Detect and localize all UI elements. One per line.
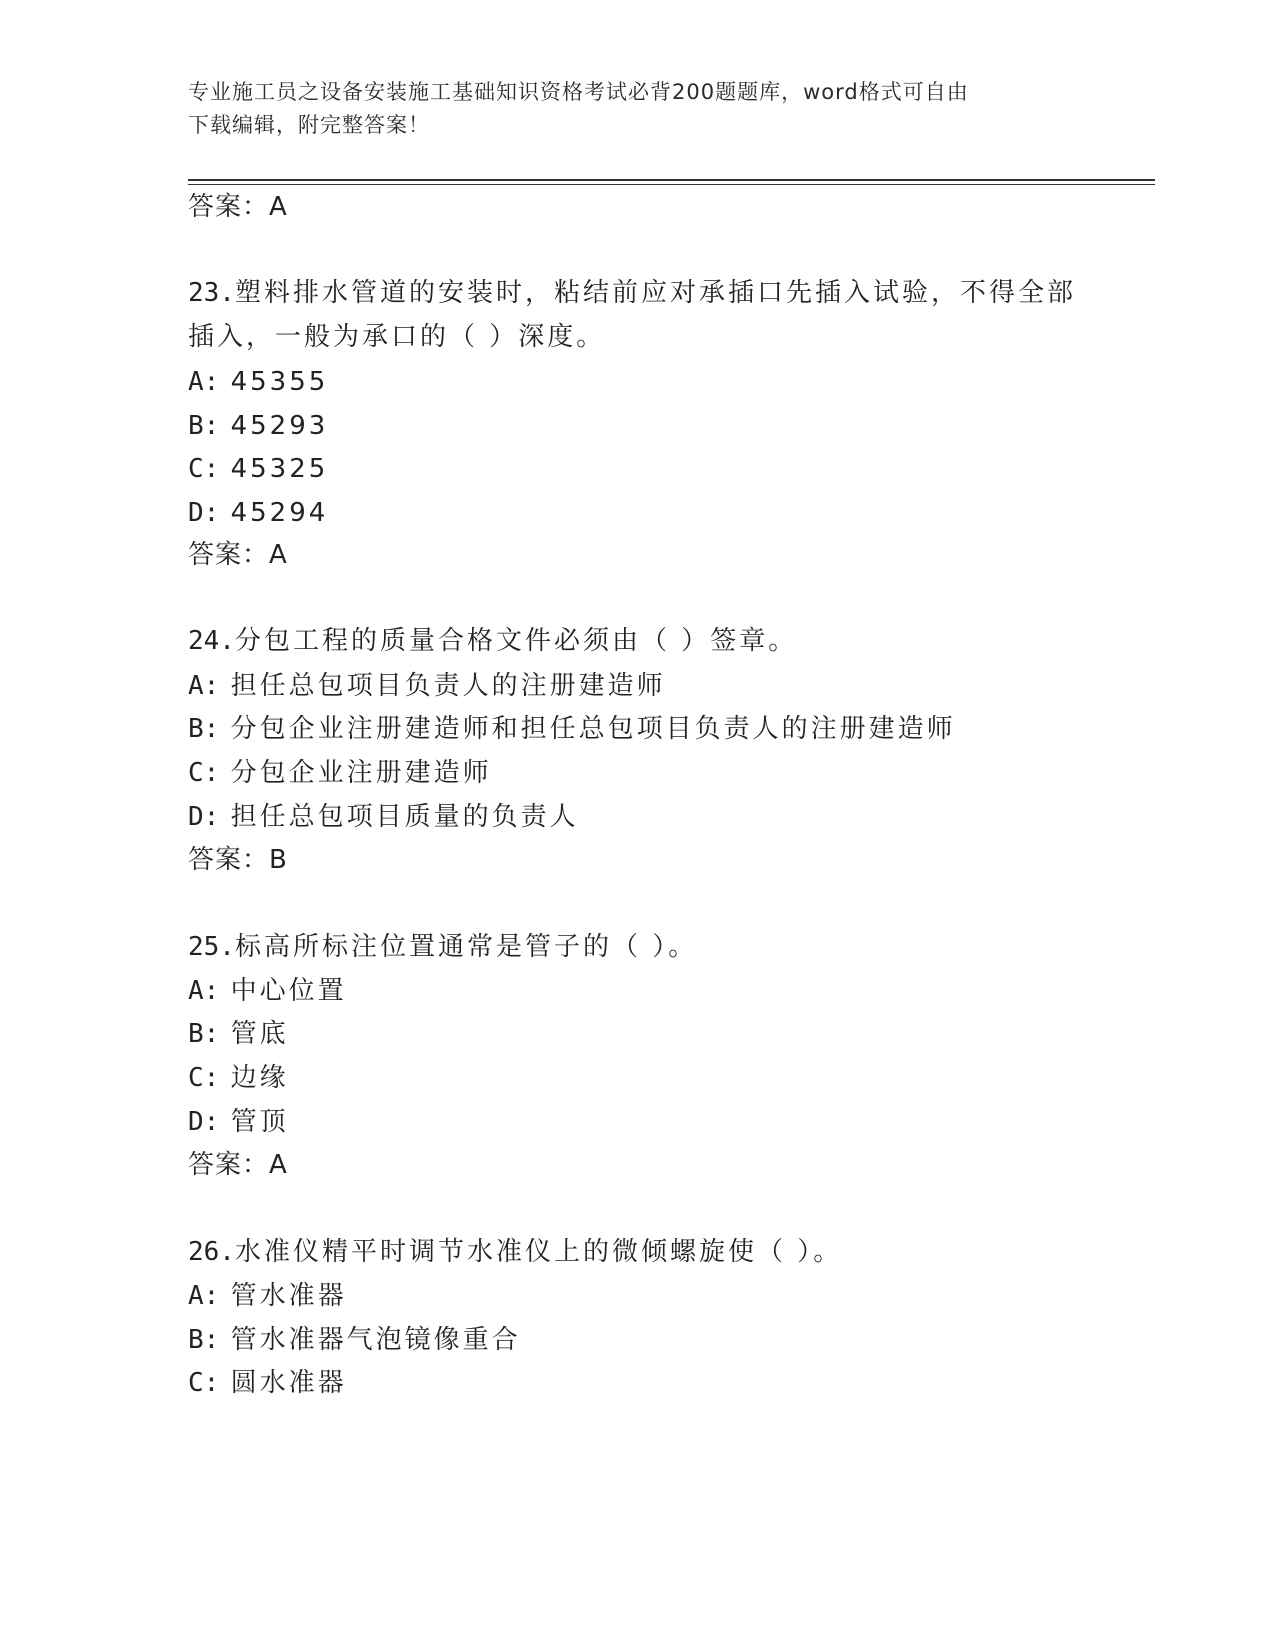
question-25-answer: 答案：A [188, 1150, 288, 1180]
header-divider-thin [188, 184, 1155, 185]
option-key: C: [188, 1368, 220, 1398]
question-24-stem [188, 624, 797, 658]
question-25-option-d [188, 1105, 289, 1139]
option-key: B: [188, 411, 220, 441]
header-line-2: 下载编辑，附完整答案！ [188, 113, 430, 137]
option-text: 45355 [230, 367, 329, 397]
question-26-option-c [188, 1366, 347, 1400]
header-divider-thick [188, 179, 1155, 181]
option-key: C: [188, 1063, 220, 1093]
option-key: C: [188, 454, 220, 484]
question-25-option-a [188, 974, 347, 1008]
question-23-option-c [188, 452, 328, 486]
option-text: 管底 [230, 1019, 289, 1049]
option-key: A: [188, 367, 220, 397]
question-24-option-d [188, 800, 579, 834]
option-text: 管顶 [230, 1107, 289, 1137]
question-24-option-b [188, 712, 956, 746]
option-key: D: [188, 1107, 220, 1137]
question-23-option-b [188, 409, 328, 443]
option-key: D: [188, 498, 220, 528]
option-text: 中心位置 [230, 976, 347, 1006]
document-header [188, 76, 1088, 142]
option-text: 分包企业注册建造师和担任总包项目负责人的注册建造师 [230, 714, 956, 744]
question-number: 23. [188, 278, 235, 308]
question-25-option-b [188, 1017, 289, 1051]
question-23-option-d [188, 496, 328, 530]
question-stem-text: 分包工程的质量合格文件必须由（ ）签章。 [234, 626, 798, 656]
question-23-answer: 答案：A [188, 540, 288, 570]
option-key: B: [188, 1325, 220, 1355]
previous-answer: 答案：A [188, 192, 288, 222]
option-key: C: [188, 758, 220, 788]
question-24-option-c [188, 756, 492, 790]
option-text: 分包企业注册建造师 [230, 758, 492, 788]
question-number: 25. [188, 932, 235, 962]
option-key: D: [188, 802, 220, 832]
option-text: 45294 [230, 498, 329, 528]
question-26-stem [188, 1235, 842, 1269]
question-24-option-a [188, 669, 666, 703]
option-text: 担任总包项目负责人的注册建造师 [230, 671, 666, 701]
question-24-answer: 答案：B [188, 845, 288, 875]
option-key: B: [188, 1019, 220, 1049]
question-stem-text: 水准仪精平时调节水准仪上的微倾螺旋使（ ）。 [234, 1237, 843, 1267]
question-23-stem-cont: 插入，一般为承口的（ ）深度。 [188, 322, 606, 352]
option-text: 圆水准器 [230, 1368, 347, 1398]
option-key: A: [188, 1281, 220, 1311]
option-text: 边缘 [230, 1063, 289, 1093]
question-number: 24. [188, 626, 235, 656]
option-text: 45325 [230, 454, 329, 484]
option-text: 担任总包项目质量的负责人 [230, 802, 579, 832]
question-stem-text: 塑料排水管道的安装时，粘结前应对承插口先插入试验，不得全部 [234, 278, 1076, 308]
header-line-1: 专业施工员之设备安装施工基础知识资格考试必背200题题库，word格式可自由 [188, 80, 969, 104]
question-stem-text: 标高所标注位置通常是管子的（ ）。 [234, 932, 698, 962]
option-key: A: [188, 671, 220, 701]
option-text: 45293 [230, 411, 329, 441]
question-25-option-c [188, 1061, 289, 1095]
question-23-option-a [188, 365, 328, 399]
question-26-option-b [188, 1323, 521, 1357]
question-23-stem [188, 276, 1076, 310]
question-25-stem [188, 930, 697, 964]
option-text: 管水准器 [230, 1281, 347, 1311]
option-key: A: [188, 976, 220, 1006]
question-26-option-a [188, 1279, 347, 1313]
question-number: 26. [188, 1237, 235, 1267]
option-text: 管水准器气泡镜像重合 [230, 1325, 521, 1355]
option-key: B: [188, 714, 220, 744]
